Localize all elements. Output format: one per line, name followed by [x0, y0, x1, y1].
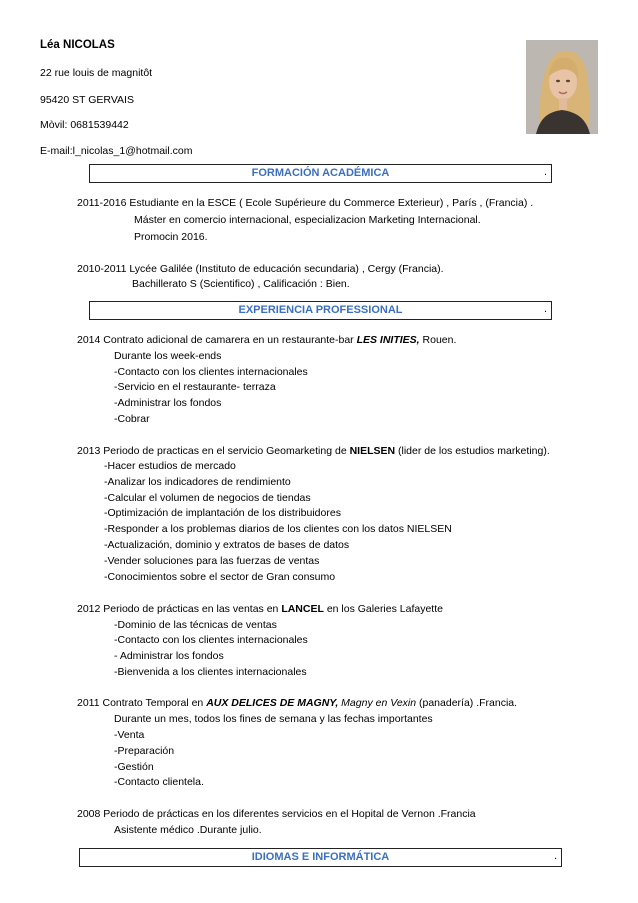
employer-location: Magny en Vexin: [338, 697, 417, 709]
job-entry-2013: [77, 445, 550, 458]
education-entry-2: 2010-2011 Lycée Galilée (Instituto de educación secundaria) , Cergy (Francia).: [77, 263, 444, 275]
education-years: 2011-2016: [77, 197, 127, 209]
job-detail: -Conocimientos sobre el sector de Gran consumo: [104, 571, 336, 583]
address-line: 22 rue louis de magnitôt: [40, 67, 153, 79]
education-entry-1: [77, 197, 533, 210]
section-idiomas-header: [79, 848, 562, 867]
job-detail: -Analizar los indicadores de rendimiento: [104, 476, 291, 488]
job-detail: -Optimización de implantación de los distribuidores: [104, 507, 341, 519]
job-detail: -Actualización, dominio y extratos de bases de datos: [104, 539, 350, 551]
job-entry-2012: [77, 603, 443, 616]
employer-name: NIELSEN: [349, 445, 396, 457]
section-experiencia-header: [89, 301, 552, 320]
job-text: 2011 Contrato Temporal en: [77, 697, 207, 709]
section-idiomas-title: IDIOMAS E INFORMÁTICA: [251, 851, 390, 863]
job-detail: -Contacto clientela.: [114, 776, 204, 788]
job-detail: -Contacto con los clientes internacionales: [114, 634, 308, 646]
job-detail: Asistente médico .Durante julio.: [114, 824, 262, 836]
job-detail: -Dominio de las técnicas de ventas: [114, 619, 277, 631]
section-formacion-title: FORMACIÓN ACADÉMICA: [251, 167, 390, 179]
job-text: en los Galeries Lafayette: [323, 603, 443, 615]
employer-name: LANCEL: [281, 603, 324, 615]
job-text: 2012 Periodo de prácticas en las ventas en: [77, 603, 282, 615]
candidate-name: Léa NICOLAS: [40, 39, 115, 51]
email-line[interactable]: E-mail:l_nicolas_1@hotmail.com: [40, 145, 193, 157]
job-detail: -Responder a los problemas diarios de los clientes con los datos NIELSEN: [104, 523, 452, 535]
education-description: Estudiante en la ESCE ( Ecole Supérieure du Commerce Exterieur) , París , (Francia) .: [126, 197, 534, 209]
job-detail: -Contacto con los clientes internacionales: [114, 366, 308, 378]
profile-photo: [526, 40, 598, 134]
phone-line: Mòvil: 0681539442: [40, 119, 129, 131]
education-detail: Bachillerato S (Scientifico) , Calificación : Bien.: [132, 278, 350, 290]
job-detail: -Hacer estudios de mercado: [104, 460, 236, 472]
job-detail: -Cobrar: [114, 413, 150, 425]
job-detail: -Calcular el volumen de negocios de tiendas: [104, 492, 311, 504]
job-text: 2013 Periodo de practicas en el servicio Geomarketing de: [77, 445, 350, 457]
job-detail: - Administrar los fondos: [114, 650, 224, 662]
section-experiencia-dot: .: [543, 303, 547, 315]
section-formacion-dot: .: [543, 166, 547, 178]
job-detail: -Preparación: [114, 745, 175, 757]
job-entry-2014: [77, 334, 456, 347]
education-detail: Promocin 2016.: [134, 231, 208, 243]
job-text: (panadería) .Francia.: [416, 697, 518, 709]
education-detail: Máster en comercio internacional, especializacion Marketing Internacional.: [134, 214, 481, 226]
section-idiomas-dot: .: [553, 850, 557, 862]
employer-name: LES INITIES,: [356, 334, 420, 346]
job-detail: -Gestión: [114, 761, 154, 773]
job-detail: -Vender soluciones para las fuerzas de ventas: [104, 555, 320, 567]
city-line: 95420 ST GERVAIS: [40, 94, 134, 106]
job-entry-2011: [77, 697, 517, 710]
job-detail: Durante un mes, todos los fines de semana y las fechas importantes: [114, 713, 433, 725]
job-detail: -Venta: [114, 729, 145, 741]
employer-name: AUX DELICES DE MAGNY,: [206, 697, 339, 709]
job-text: 2014 Contrato adicional de camarera en un restaurante-bar: [77, 334, 357, 346]
job-entry-2008: 2008 Periodo de prácticas en los diferentes servicios en el Hopital de Vernon .Francia: [77, 808, 476, 820]
job-detail: -Administrar los fondos: [114, 397, 222, 409]
section-formacion-header: [89, 164, 552, 183]
section-experiencia-title: EXPERIENCIA PROFESSIONAL: [238, 304, 403, 316]
job-detail: Durante los week-ends: [114, 350, 222, 362]
job-detail: -Bienvenida a los clientes internacionales: [114, 666, 307, 678]
job-text: (lider de los estudios marketing).: [395, 445, 550, 457]
job-detail: -Servicio en el restaurante- terraza: [114, 381, 276, 393]
job-text: Rouen.: [419, 334, 457, 346]
